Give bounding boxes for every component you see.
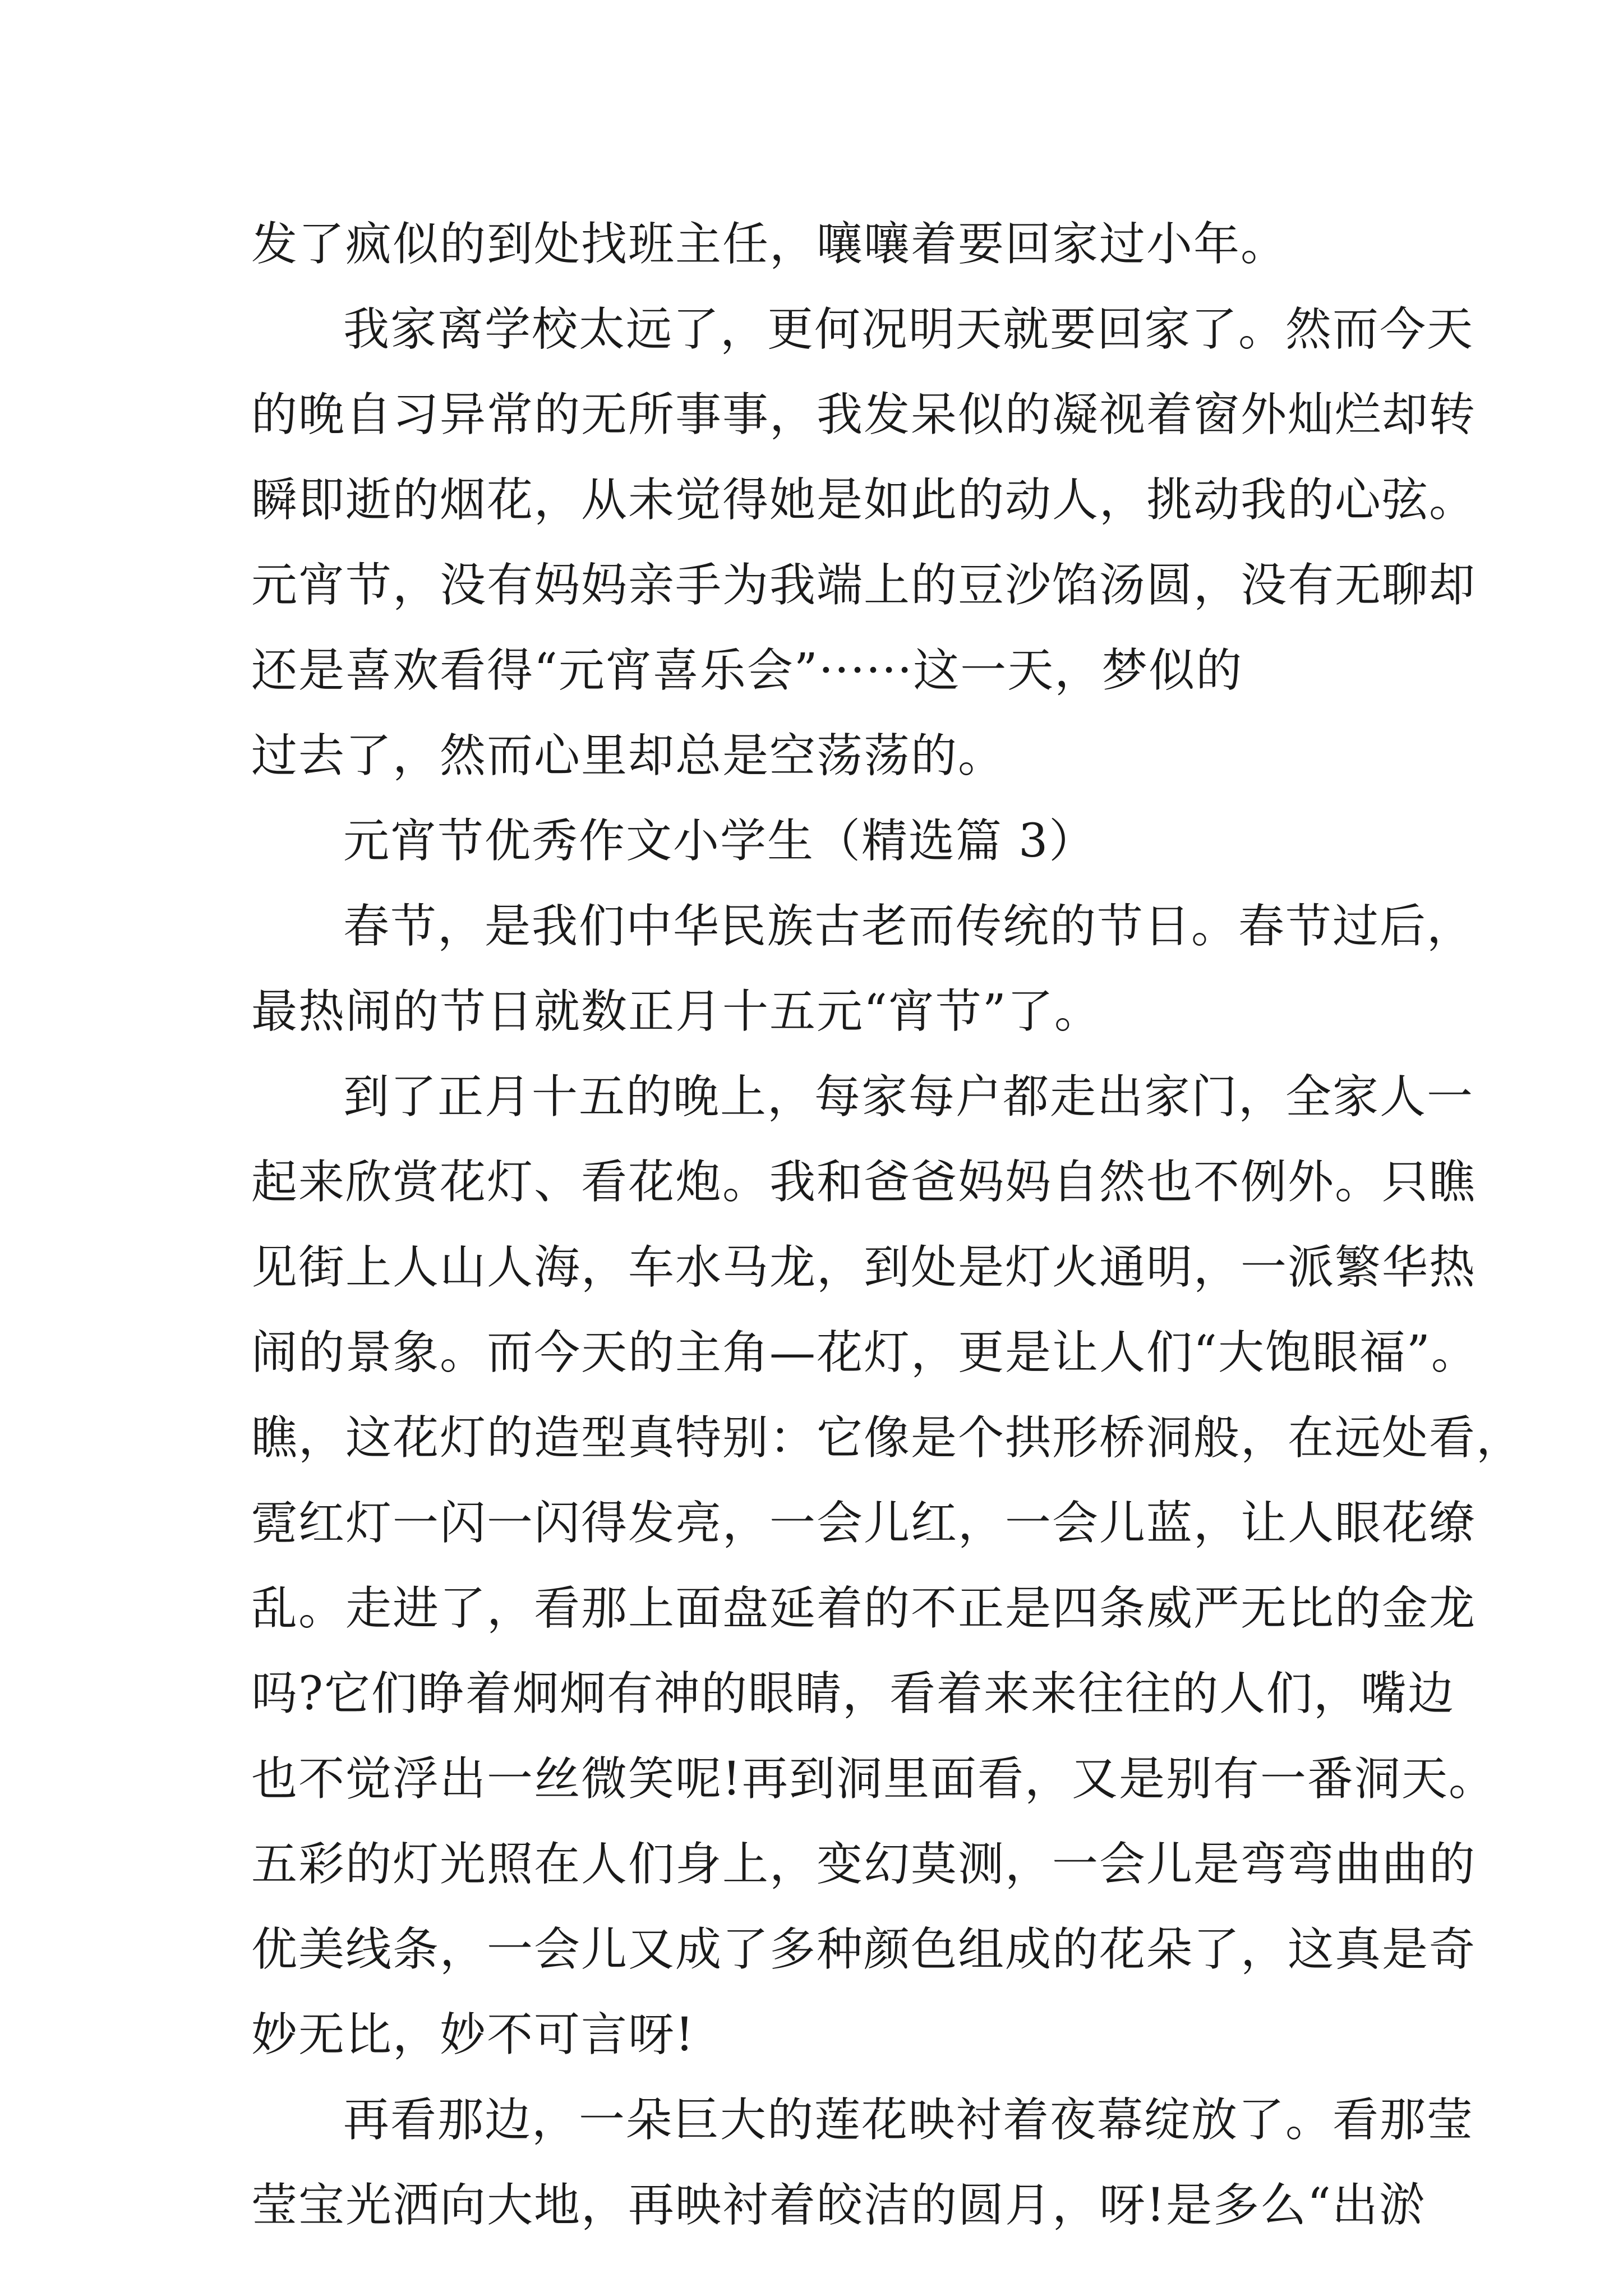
document-body [251,202,1524,2248]
text-line: 瞬即逝的烟花，从未觉得她是如此的动人，挑动我的心弦。 [251,473,1477,527]
text-line: 起来欣赏花灯、看花炮。我和爸爸妈妈自然也不例外。只瞧 [251,1156,1477,1209]
text-line: 见街上人山人海，车水马龙，到处是灯火通明，一派繁华热 [251,1241,1477,1294]
text-line: 最热闹的节日就数正月十五元“宵节”了。 [251,985,1101,1038]
text-line: 霓红灯一闪一闪得发亮，一会儿红，一会儿蓝，让人眼花缭 [251,1497,1477,1550]
text-line: 元宵节优秀作文小学生（精选篇 3） [343,815,1096,868]
text-line: 乱。走进了，看那上面盘延着的不正是四条威严无比的金龙 [251,1582,1477,1635]
text-line: 到了正月十五的晚上，每家每户都走出家门，全家人一 [343,1070,1474,1124]
text-line: 的晚自习异常的无所事事，我发呆似的凝视着窗外灿烂却转 [251,388,1477,441]
text-line: 元宵节，没有妈妈亲手为我端上的豆沙馅汤圆，没有无聊却 [251,559,1477,612]
text-line: 还是喜欢看得“元宵喜乐会”······这一天，梦似的 [251,644,1243,697]
text-line: 春节，是我们中华民族古老而传统的节日。春节过后， [343,900,1474,953]
text-line: 发了疯似的到处找班主任，嚷嚷着要回家过小年。 [251,218,1288,271]
text-line: 瞧，这花灯的造型真特别：它像是个拱形桥洞般，在远处看， [251,1411,1524,1465]
text-line: 闹的景象。而今天的主角—花灯，更是让人们“大饱眼福”。 [251,1326,1478,1379]
text-line: 吗?它们睁着炯炯有神的眼睛，看着来来往往的人们，嘴边 [251,1667,1455,1720]
text-line: 也不觉浮出一丝微笑呢!再到洞里面看，又是别有一番洞天。 [251,1752,1496,1806]
text-line: 过去了，然而心里却总是空荡荡的。 [251,729,1006,783]
text-line: 妙无比，妙不可言呀! [251,2008,695,2062]
text-line: 五彩的灯光照在人们身上，变幻莫测，一会儿是弯弯曲曲的 [251,1838,1477,1891]
text-line: 我家离学校太远了，更何况明天就要回家了。然而今天 [343,303,1474,356]
text-line: 优美线条，一会儿又成了多种颜色组成的花朵了，这真是奇 [251,1923,1477,1976]
text-line: 再看那边，一朵巨大的莲花映衬着夜幕绽放了。看那莹 [343,2093,1474,2147]
text-line: 莹宝光洒向大地，再映衬着皎洁的圆月，呀!是多么“出淤 [251,2179,1426,2232]
